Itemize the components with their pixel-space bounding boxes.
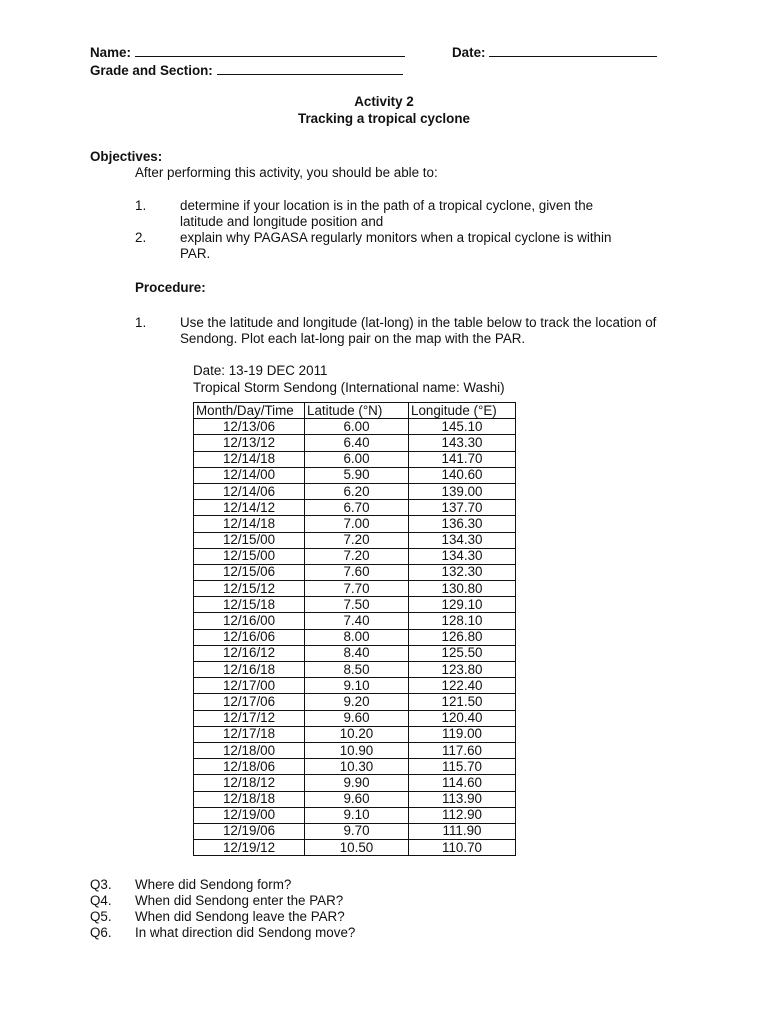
- cell-time: 12/17/00: [194, 678, 305, 694]
- cell-time: 12/16/12: [194, 645, 305, 661]
- cell-latitude: 9.90: [305, 775, 409, 791]
- cell-longitude: 112.90: [409, 807, 516, 823]
- question-number: Q5.: [90, 909, 112, 924]
- table-row: [194, 483, 516, 499]
- column-header-latitude: Latitude (°N): [305, 403, 409, 419]
- storm-track-table: [193, 402, 516, 856]
- cell-time: 12/19/00: [194, 807, 305, 823]
- question-text: When did Sendong enter the PAR?: [135, 893, 344, 908]
- objective-text: latitude and longitude position and: [180, 214, 384, 229]
- cell-latitude: 8.00: [305, 629, 409, 645]
- procedure-step-text: Sendong. Plot each lat-long pair on the map with the PAR.: [180, 331, 526, 346]
- name-label: Name:: [90, 45, 131, 60]
- cell-time: 12/16/18: [194, 662, 305, 678]
- table-row: [194, 726, 516, 742]
- table-row: [194, 467, 516, 483]
- question-number: Q6.: [90, 925, 112, 940]
- storm-date: Date: 13-19 DEC 2011: [193, 363, 328, 378]
- cell-latitude: 7.50: [305, 597, 409, 613]
- cell-longitude: 143.30: [409, 435, 516, 451]
- table-row: [194, 500, 516, 516]
- table-row: [194, 581, 516, 597]
- cell-latitude: 8.40: [305, 645, 409, 661]
- cell-longitude: 139.00: [409, 483, 516, 499]
- cell-latitude: 6.00: [305, 451, 409, 467]
- cell-time: 12/13/06: [194, 419, 305, 435]
- cell-time: 12/15/00: [194, 548, 305, 564]
- name-blank: [135, 44, 405, 57]
- table-row: [194, 435, 516, 451]
- cell-longitude: 145.10: [409, 419, 516, 435]
- column-header-time: Month/Day/Time: [194, 403, 305, 419]
- cell-time: 12/19/12: [194, 840, 305, 856]
- grade-blank: [217, 62, 403, 75]
- cell-latitude: 6.70: [305, 500, 409, 516]
- table-row: [194, 548, 516, 564]
- procedure-heading: Procedure:: [135, 280, 206, 295]
- table-row: [194, 678, 516, 694]
- cell-time: 12/15/06: [194, 564, 305, 580]
- cell-latitude: 7.00: [305, 516, 409, 532]
- cell-time: 12/14/18: [194, 451, 305, 467]
- cell-latitude: 7.60: [305, 564, 409, 580]
- table-row: [194, 419, 516, 435]
- table-row: [194, 629, 516, 645]
- table-row: [194, 662, 516, 678]
- table-row: [194, 791, 516, 807]
- cell-longitude: 113.90: [409, 791, 516, 807]
- table-row: [194, 742, 516, 758]
- cell-latitude: 8.50: [305, 662, 409, 678]
- cell-longitude: 119.00: [409, 726, 516, 742]
- cell-latitude: 9.10: [305, 807, 409, 823]
- cell-longitude: 141.70: [409, 451, 516, 467]
- date-label: Date:: [452, 45, 486, 60]
- date-blank: [489, 44, 657, 57]
- name-field: [90, 44, 405, 61]
- cell-latitude: 10.30: [305, 759, 409, 775]
- cell-latitude: 10.90: [305, 742, 409, 758]
- cell-longitude: 134.30: [409, 532, 516, 548]
- table-row: [194, 597, 516, 613]
- cell-longitude: 129.10: [409, 597, 516, 613]
- cell-time: 12/17/18: [194, 726, 305, 742]
- cell-latitude: 6.20: [305, 483, 409, 499]
- cell-time: 12/18/12: [194, 775, 305, 791]
- activity-title: Activity 2: [354, 94, 414, 109]
- cell-time: 12/15/00: [194, 532, 305, 548]
- procedure-step-text: Use the latitude and longitude (lat-long) in the table below to track the location of: [180, 315, 657, 330]
- cell-time: 12/15/12: [194, 581, 305, 597]
- cell-time: 12/18/18: [194, 791, 305, 807]
- question-number: Q4.: [90, 893, 112, 908]
- cell-longitude: 137.70: [409, 500, 516, 516]
- cell-longitude: 123.80: [409, 662, 516, 678]
- cell-longitude: 140.60: [409, 467, 516, 483]
- table-row: [194, 694, 516, 710]
- table-header-row: [194, 403, 516, 419]
- cell-time: 12/16/06: [194, 629, 305, 645]
- grade-label: Grade and Section:: [90, 63, 213, 78]
- objectives-heading: Objectives:: [90, 149, 163, 164]
- cell-longitude: 121.50: [409, 694, 516, 710]
- cell-latitude: 9.60: [305, 710, 409, 726]
- cell-time: 12/14/12: [194, 500, 305, 516]
- cell-latitude: 9.20: [305, 694, 409, 710]
- cell-time: 12/15/18: [194, 597, 305, 613]
- objective-text: explain why PAGASA regularly monitors when a tropical cyclone is within: [180, 230, 612, 245]
- cell-longitude: 114.60: [409, 775, 516, 791]
- cell-time: 12/17/06: [194, 694, 305, 710]
- cell-longitude: 125.50: [409, 645, 516, 661]
- procedure-step-num: 1.: [135, 315, 147, 330]
- cell-latitude: 9.60: [305, 791, 409, 807]
- column-header-longitude: Longitude (°E): [409, 403, 516, 419]
- cell-longitude: 128.10: [409, 613, 516, 629]
- table-row: [194, 807, 516, 823]
- question-text: Where did Sendong form?: [135, 877, 292, 892]
- cell-longitude: 117.60: [409, 742, 516, 758]
- table-row: [194, 710, 516, 726]
- objective-num: 2.: [135, 230, 147, 245]
- cell-longitude: 115.70: [409, 759, 516, 775]
- cell-time: 12/13/12: [194, 435, 305, 451]
- cell-latitude: 9.70: [305, 823, 409, 839]
- cell-latitude: 6.00: [305, 419, 409, 435]
- cell-time: 12/17/12: [194, 710, 305, 726]
- question-text: In what direction did Sendong move?: [135, 925, 356, 940]
- cell-longitude: 136.30: [409, 516, 516, 532]
- cell-latitude: 10.20: [305, 726, 409, 742]
- table-row: [194, 823, 516, 839]
- storm-name: Tropical Storm Sendong (International name: Washi): [193, 380, 505, 395]
- cell-latitude: 10.50: [305, 840, 409, 856]
- cell-longitude: 134.30: [409, 548, 516, 564]
- date-field: [452, 44, 657, 61]
- cell-time: 12/14/06: [194, 483, 305, 499]
- cell-longitude: 132.30: [409, 564, 516, 580]
- cell-longitude: 126.80: [409, 629, 516, 645]
- cell-time: 12/18/00: [194, 742, 305, 758]
- cell-latitude: 9.10: [305, 678, 409, 694]
- cell-latitude: 7.70: [305, 581, 409, 597]
- cell-latitude: 7.40: [305, 613, 409, 629]
- table-row: [194, 516, 516, 532]
- grade-section-field: [90, 62, 403, 79]
- objectives-intro: After performing this activity, you should be able to:: [135, 165, 438, 180]
- table-row: [194, 775, 516, 791]
- cell-longitude: 120.40: [409, 710, 516, 726]
- cell-latitude: 7.20: [305, 548, 409, 564]
- objective-text: determine if your location is in the path of a tropical cyclone, given the: [180, 198, 594, 213]
- cell-time: 12/14/00: [194, 467, 305, 483]
- cell-longitude: 130.80: [409, 581, 516, 597]
- cell-longitude: 122.40: [409, 678, 516, 694]
- question-text: When did Sendong leave the PAR?: [135, 909, 345, 924]
- cell-latitude: 5.90: [305, 467, 409, 483]
- cell-longitude: 111.90: [409, 823, 516, 839]
- cell-time: 12/18/06: [194, 759, 305, 775]
- objective-text: PAR.: [180, 246, 211, 261]
- table-row: [194, 645, 516, 661]
- question-number: Q3.: [90, 877, 112, 892]
- cell-time: 12/19/06: [194, 823, 305, 839]
- cell-longitude: 110.70: [409, 840, 516, 856]
- cell-time: 12/16/00: [194, 613, 305, 629]
- table-row: [194, 532, 516, 548]
- table-row: [194, 613, 516, 629]
- table-row: [194, 451, 516, 467]
- table-row: [194, 840, 516, 856]
- table-row: [194, 564, 516, 580]
- objective-num: 1.: [135, 198, 147, 213]
- cell-latitude: 7.20: [305, 532, 409, 548]
- cell-latitude: 6.40: [305, 435, 409, 451]
- table-row: [194, 759, 516, 775]
- cell-time: 12/14/18: [194, 516, 305, 532]
- activity-subtitle: Tracking a tropical cyclone: [298, 111, 470, 126]
